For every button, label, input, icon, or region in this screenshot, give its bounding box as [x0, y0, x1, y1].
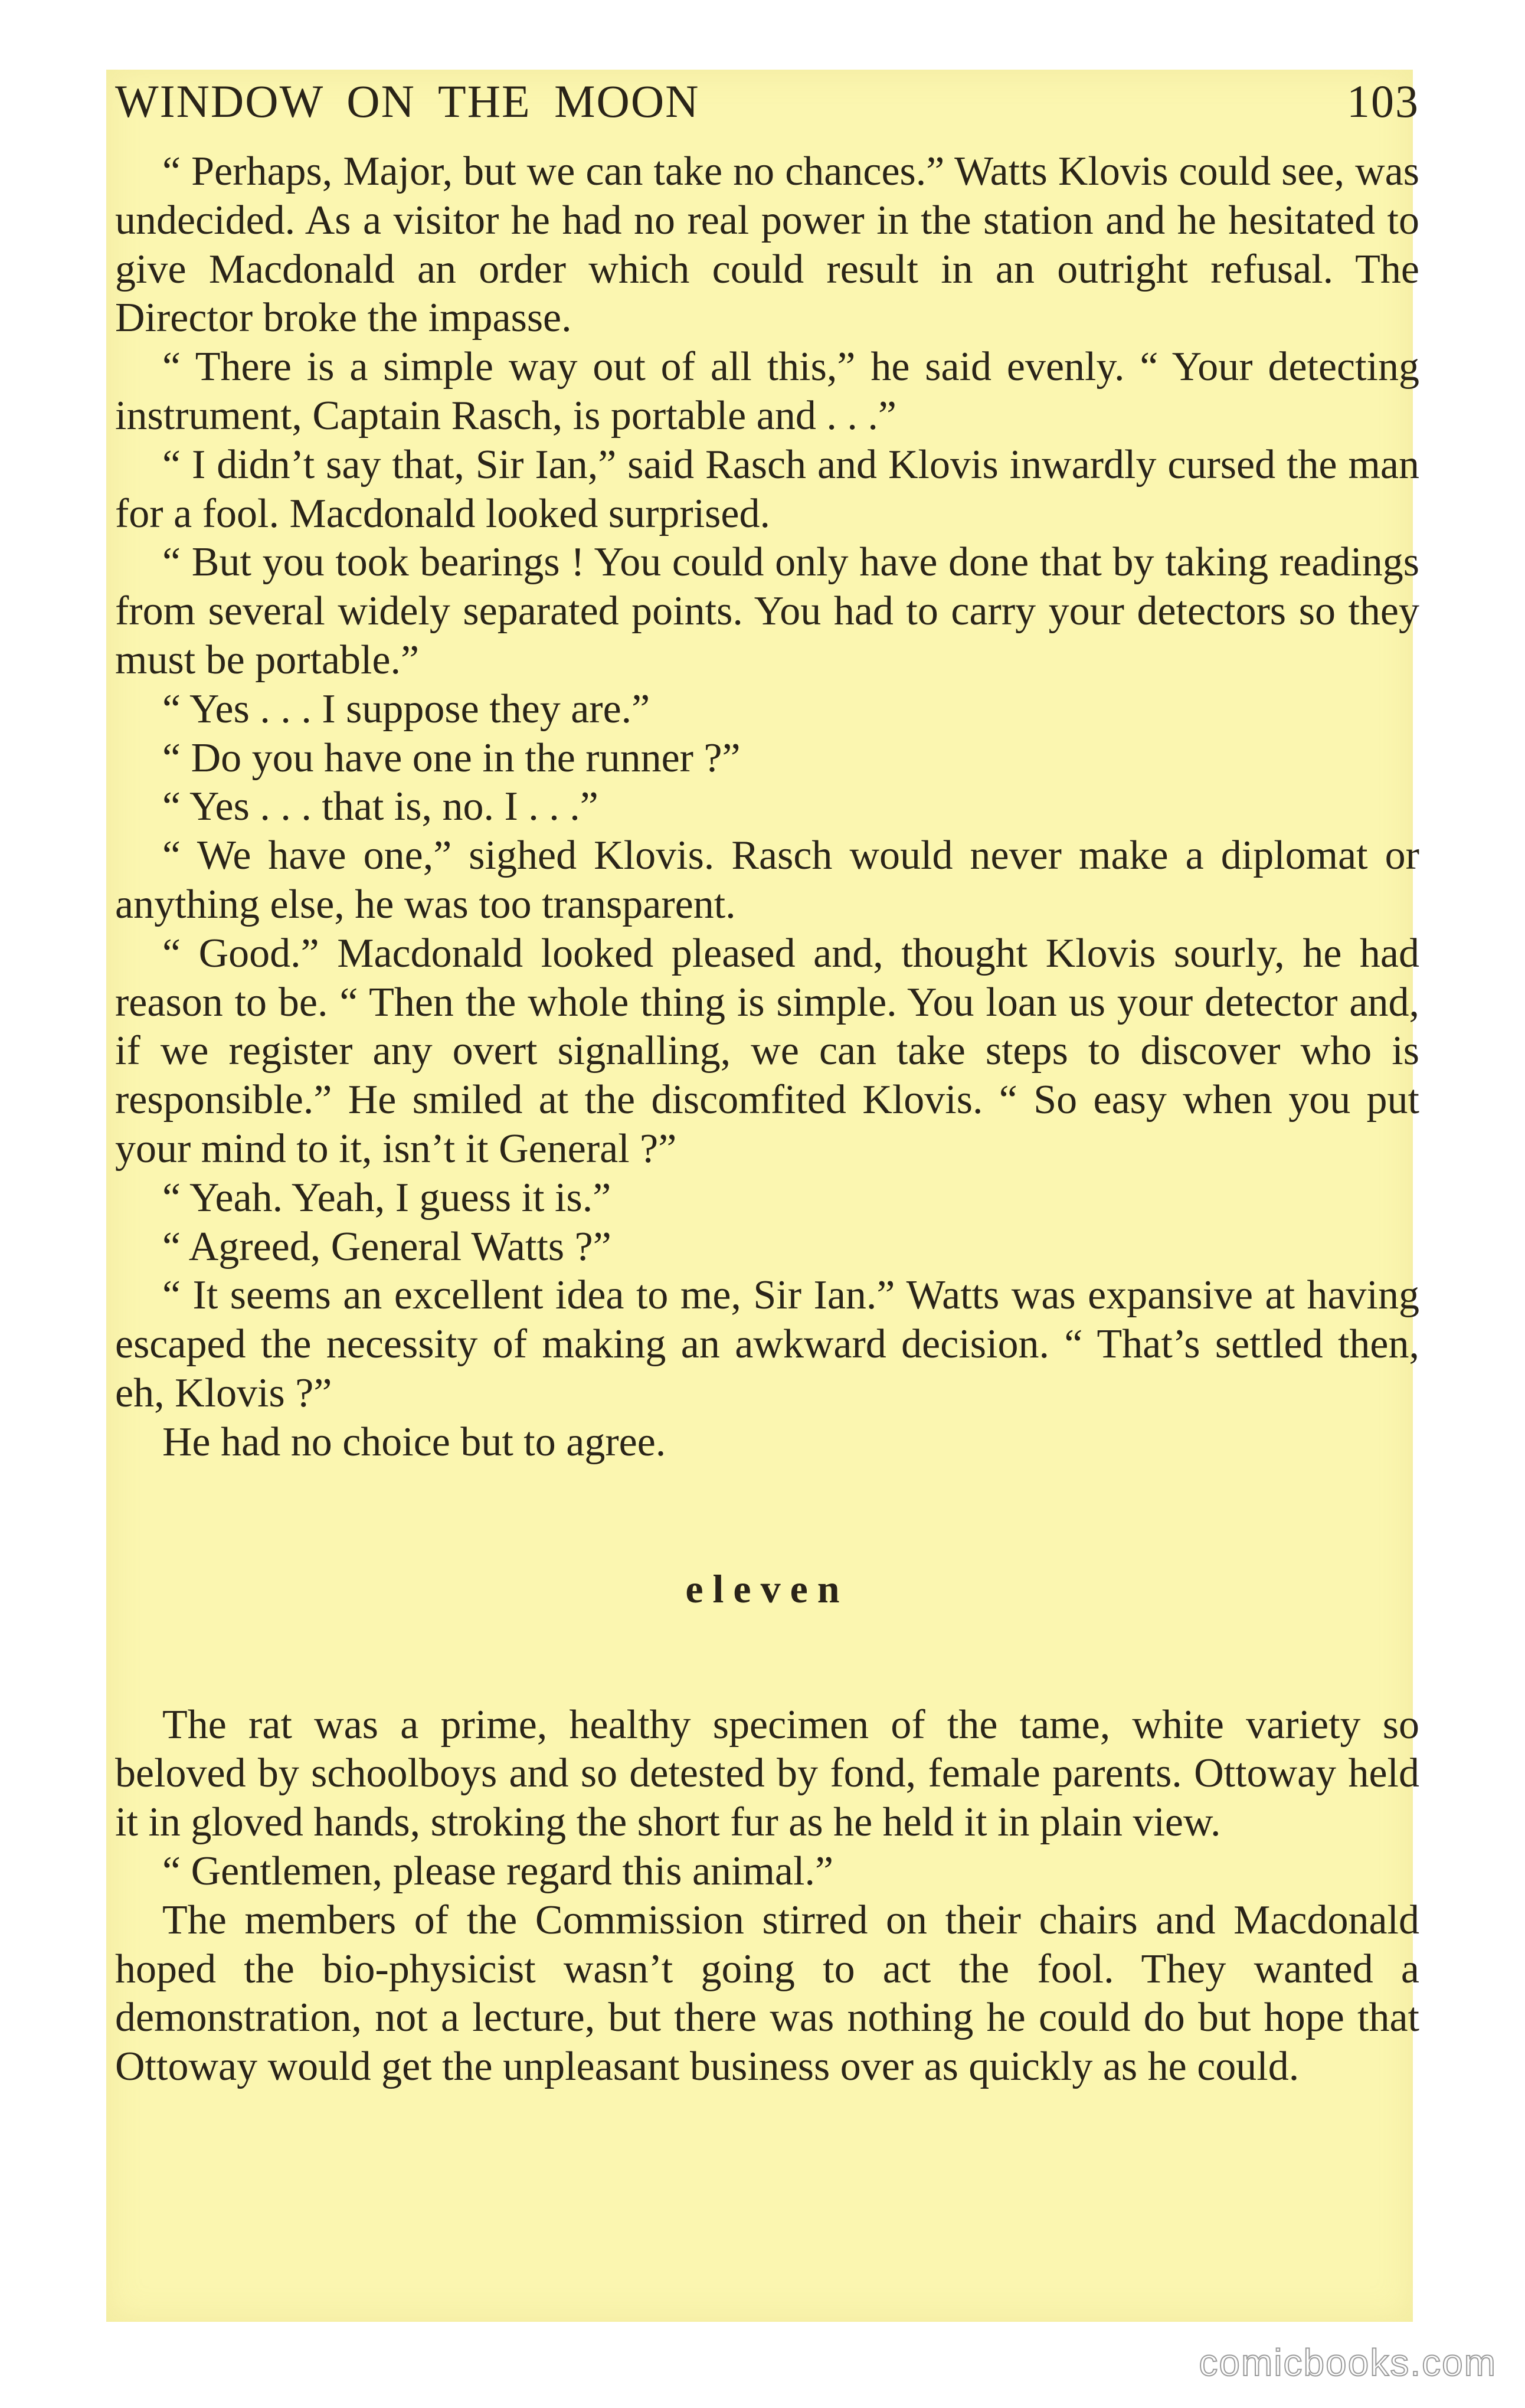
paragraph: “ There is a simple way out of all this,” he said evenly. “ Your detecting instrument, Captain Rasch, is portable and . . .”	[115, 344, 1419, 439]
paragraph: “ It seems an excellent idea to me, Sir Ian.” Watts was expansive at having escaped the necessity of making an awkward decision. “ That’s settled then, eh, Klovis ?”	[115, 1272, 1419, 1416]
paragraph: The members of the Commission stirred on their chairs and Macdonald hoped the bio-physicist wasn’t going to act the fool. They wanted a demonstration, not a lecture, but there was nothing he could do but hope that Ottoway would get the unpleasant business over as quickly as he could.	[115, 1897, 1419, 2090]
paragraph: “ Do you have one in the runner ?”	[162, 735, 741, 781]
paragraph: “ I didn’t say that, Sir Ian,” said Rasch and Klovis inwardly cursed the man for a fool. Macdonald looked surprised.	[115, 441, 1419, 536]
paragraph: The rat was a prime, healthy specimen of the tame, white variety so beloved by schoolboys and so detested by fond, female parents. Ottoway held it in gloved hands, stroking the short fur as he held it in plain view.	[115, 1702, 1419, 1846]
body-text	[115, 148, 1419, 2092]
page-number: 103	[1347, 76, 1419, 127]
running-title: WINDOW ON THE MOON	[115, 76, 700, 127]
watermark: comicbooks.com	[1199, 2341, 1497, 2384]
paragraph: “ But you took bearings ! You could only have done that by taking readings from several widely separated points. You had to carry your detectors so they must be portable.”	[115, 539, 1419, 683]
chapter-heading: eleven	[685, 1566, 849, 1611]
paragraph: “ Perhaps, Major, but we can take no chances.” Watts Klovis could see, was undecided. As a visitor he had no real power in the station and he hesitated to give Macdonald an order which could result in an outright refusal. The Director broke the impasse.	[115, 149, 1419, 341]
paragraph: “ Gentlemen, please regard this animal.”	[162, 1848, 834, 1894]
paragraph: “ We have one,” sighed Klovis. Rasch would never make a diplomat or anything else, he was too transparent.	[115, 833, 1419, 927]
paragraph: He had no choice but to agree.	[162, 1419, 666, 1465]
paragraph: “ Yes . . . I suppose they are.”	[162, 686, 650, 732]
paragraph: “ Yes . . . that is, no. I . . .”	[162, 784, 598, 830]
paragraph: “ Yeah. Yeah, I guess it is.”	[162, 1174, 611, 1221]
page-content	[115, 77, 1419, 2092]
paragraph: “ Good.” Macdonald looked pleased and, thought Klovis sourly, he had reason to be. “ Then the whole thing is simple. You loan us your detector and, if we register any overt signalling, we can take steps to discover who is responsible.” He smiled at the discomfited Klovis. “ So easy when you put your mind to it, isn’t it General ?”	[115, 930, 1419, 1172]
paragraph: “ Agreed, General Watts ?”	[162, 1223, 611, 1270]
running-head	[115, 77, 1419, 126]
